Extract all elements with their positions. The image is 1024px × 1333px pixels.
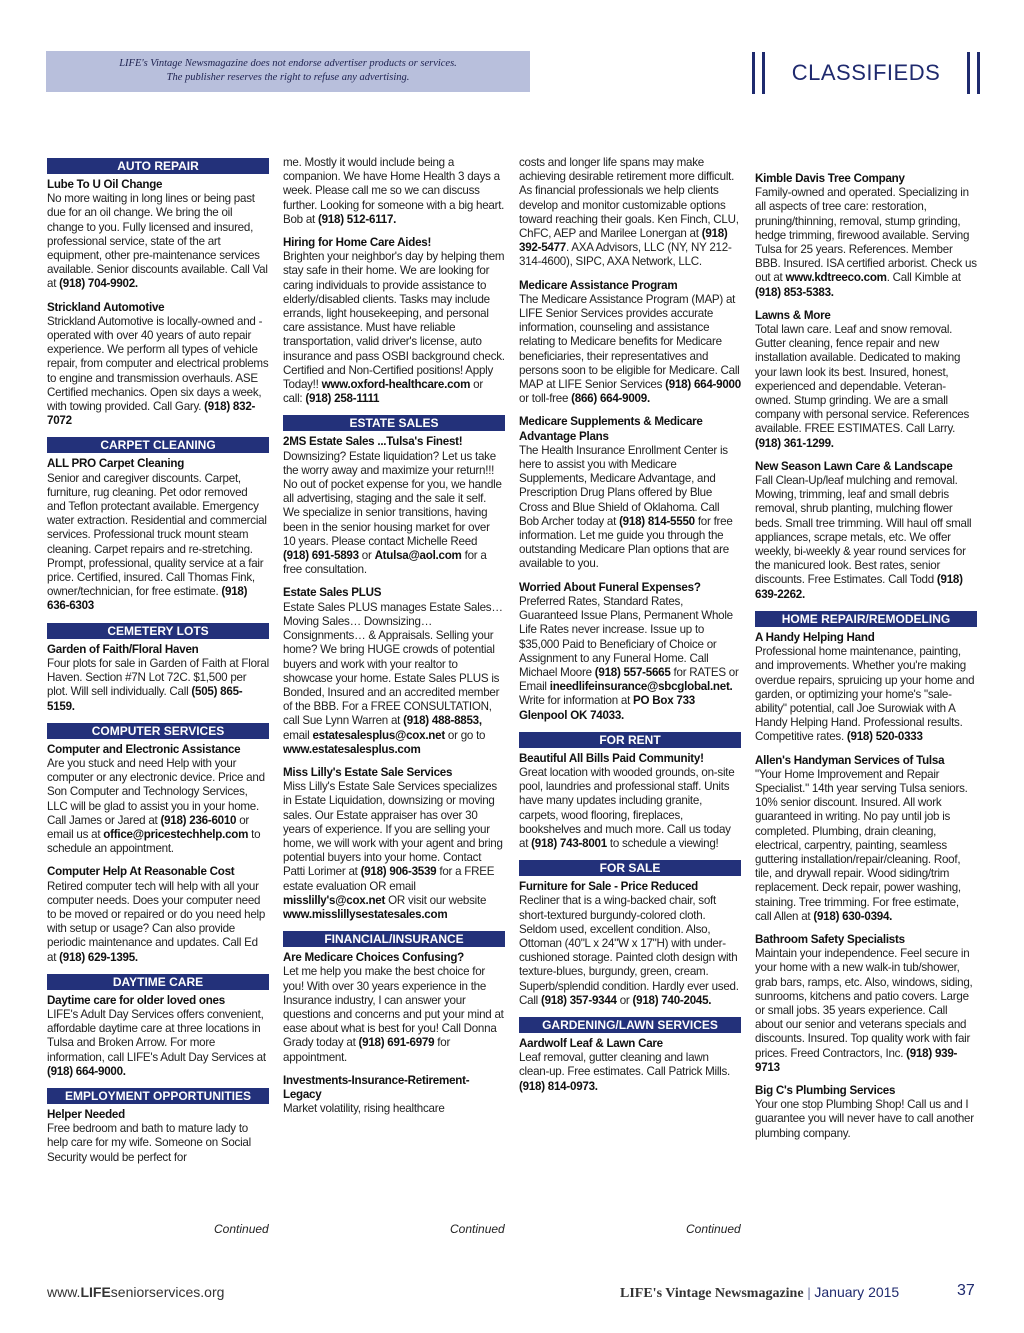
section-heading: AUTO REPAIR — [47, 158, 269, 174]
ad-title: New Season Lawn Care & Landscape — [755, 459, 953, 473]
section-title: CLASSIFIEDS — [791, 59, 941, 85]
classified-ad — [283, 435, 505, 577]
ad-body: OR visit our website — [385, 893, 487, 907]
ad-body: . AXA Advisors, LLC (NY, NY 212-314-4600), SIPC, AXA Network, LLC. — [519, 241, 732, 269]
ad-body: The Health Insurance Enrollment Center is here to assist you with Medicare Supplements, Medicare Advantage, and Prescription Drug Plans offered by Blue Cross and Blue Shield of Oklahoma. Call Bob Archer today at — [519, 443, 728, 528]
column-3 — [519, 156, 741, 1242]
classified-ad — [755, 460, 977, 602]
ad-body: for a free consultation. — [283, 549, 487, 577]
ad-title: Investments-Insurance-Retirement-Legacy — [283, 1073, 470, 1101]
ad-email-link[interactable]: ineedlifeinsurance@sbcglobal.net. — [549, 680, 733, 694]
ad-website-link[interactable]: www.estatesalesplus.com — [283, 742, 421, 756]
ad-website-link[interactable]: www.oxford-healthcare.com — [321, 378, 471, 392]
footer-url-prefix: www. — [47, 1284, 81, 1300]
ad-title: Medicare Assistance Program — [519, 278, 678, 292]
ad-phone: (918) 557-5665 — [594, 665, 671, 679]
classified-ad — [47, 457, 269, 613]
ad-phone: (918) 664-9000 — [665, 378, 741, 392]
disclaimer-line-2: The publisher reserves the right to refuse any advertising. — [166, 72, 410, 83]
ad-body: Miss Lilly's Estate Sale Services specializes in Estate Liquidation, downsizing or moving sales. Our Estate appraiser has over 30 years of experience. If you are selling your home, we will work with your agent and bring potential buyers into your home. Contact Patti Lorimer at — [283, 780, 503, 879]
ad-body: for appointment. — [283, 1036, 451, 1064]
ad-title: Furniture for Sale - Price Reduced — [519, 880, 698, 894]
section-heading: HOME REPAIR/REMODELING — [755, 611, 977, 627]
ad-body: Your one stop Plumbing Shop! Call us and I guarantee you will never have to call another plumbing company. — [755, 1098, 974, 1140]
ad-phone: (918) 357-9344 — [540, 993, 617, 1007]
ad-body: LIFE's Adult Day Services offers convenient, affordable daytime care at three locations in Tulsa and Broken Arrow. For more information, call LIFE's Adult Day Services at — [47, 1007, 266, 1064]
ad-title: Computer Help At Reasonable Cost — [47, 865, 235, 879]
footer-publication — [620, 1284, 899, 1302]
classified-ad — [283, 766, 505, 922]
classified-ad — [755, 172, 977, 300]
classified-ad — [519, 581, 741, 723]
continued-label: Continued — [450, 1222, 505, 1236]
section-heading: EMPLOYMENT OPPORTUNITIES — [47, 1088, 269, 1104]
ad-phone: (918) 853-5383. — [755, 285, 834, 299]
ad-body: Brighten your neighbor's day by helping them stay safe in their home. We are looking for caring individuals to provide assistance to elderly/disabled clients. Tasks may include errands, light housekeeping, and personal care assistance. Must have reliable transportation, valid driver's license, auto insurance and pass OSBI background check. Certified and Non-Certified positions! Apply Today!! — [283, 250, 505, 392]
divider-bar — [977, 52, 980, 94]
ad-body: for RATES or Email — [519, 665, 739, 694]
ad-body: Family-owned and operated. Specializing in all aspects of tree care: restoration, pruning/thinning, removal, stump grinding, hedge trimming, firewood available. Serving Tulsa for 25 years. References. Member BBB. Insured. ISA certified arborist. Check us out at — [755, 186, 977, 285]
ad-title: Beautiful All Bills Paid Community! — [519, 751, 704, 765]
classified-ad — [47, 643, 269, 714]
classified-ad — [47, 865, 269, 964]
ad-title: Worried About Funeral Expenses? — [519, 580, 701, 594]
footer-url-suffix: seniorservices.org — [110, 1284, 225, 1300]
ad-body: Fall Clean-Up/leaf mulching and removal. Mowing, trimming, leaf and small debris removal, shrub planting, mulching flower beds. Small tree trimming. Will haul off small appliances, scrape metals, etc. We offer weekly, bi-weekly & year round services for the manicured look. Best rates, senior discounts. Free Estimates. Call Todd — [755, 474, 972, 587]
ad-body: me. Mostly it would include being a companion. We have Home Health 3 days a week. Please call me so we can discuss further. Looking for someone with a big heart. Bob at — [283, 156, 505, 226]
ad-title: Medicare Supplements & Medicare Advantage Plans — [519, 415, 703, 443]
ad-title: Bathroom Safety Specialists — [755, 932, 905, 946]
ad-title: Big C's Plumbing Services — [755, 1083, 896, 1097]
ad-title: Aardwolf Leaf & Lawn Care — [519, 1036, 663, 1050]
ad-phone: (918) 520-0333 — [846, 730, 923, 744]
ad-phone: (918) 361-1299. — [755, 436, 834, 450]
ad-body: to schedule a viewing! — [606, 836, 719, 850]
ad-phone: (918) 664-9000. — [47, 1064, 126, 1078]
footer-issue-date: January 2015 — [814, 1284, 900, 1300]
ad-phone: (866) 664-9009. — [571, 392, 650, 406]
ad-phone: (918) 814-5550 — [619, 514, 695, 528]
divider-bar — [752, 52, 755, 94]
ad-phone: (918) 236-6010 — [160, 813, 237, 827]
ad-body: Write for information at — [519, 694, 634, 708]
section-heading: CEMETERY LOTS — [47, 623, 269, 639]
section-heading: FINANCIAL/INSURANCE — [283, 931, 505, 947]
ad-body: Four plots for sale in Garden of Faith at Floral Haven. Section #7N Lot 72C. $1,500 per plot. Will sell individually. Call — [47, 656, 269, 699]
ad-body: Preferred Rates, Standard Rates, Guaranteed Issue Plans, Permanent Whole Life Rates never increase. Issue up to $35,000 Paid to Beneficiary of Choice or Assignment to any Funeral Home. Call Michael Moore — [519, 594, 733, 679]
classified-ad — [755, 933, 977, 1075]
disclaimer-line-1: LIFE's Vintage Newsmagazine does not endorse advertiser products or services. — [119, 58, 457, 69]
ad-body: or — [358, 549, 375, 563]
ad-body: or call: — [283, 378, 483, 406]
ad-body: or — [616, 993, 633, 1007]
ad-body: Recliner that is a wing-backed chair, soft short-textured burgundy-colored cloth. Seldom used, excellent condition. Also, Ottoman (40"L x 24"W x 17"H) with under-cushioned storage. Painted cloth design with texture-blues, burgundy, green, cream. Superb/splendid condition. Hardly ever used. Call — [519, 894, 739, 1007]
ad-website-link[interactable]: www.misslillysestatesales.com — [283, 907, 448, 921]
footer-website[interactable] — [47, 1284, 224, 1300]
ad-body: for a FREE estate evaluation OR email — [283, 865, 495, 893]
section-heading: FOR SALE — [519, 860, 741, 876]
ad-phone: (918) 392-5477 — [519, 227, 728, 255]
ad-title: Daytime care for older loved ones — [47, 993, 225, 1007]
classified-ad — [519, 415, 741, 571]
ad-phone: (918) 704-9902. — [59, 277, 138, 291]
continued-label: Continued — [214, 1222, 269, 1236]
ad-title: 2MS Estate Sales ...Tulsa's Finest! — [283, 435, 463, 449]
ad-body: Retired computer tech will help with all your computer needs. Does your computer need to be moved or repaired or do you need help with setup or usage? Can also provide periodic maintenance and updates. Call Ed at — [47, 879, 266, 964]
ad-phone: (918) 639-2262. — [755, 573, 963, 601]
classified-ad — [283, 951, 505, 1065]
ad-phone: (918) 636-6303 — [47, 585, 248, 613]
ad-body: Leaf removal, gutter cleaning and lawn clean-up. Free estimates. Call Patrick Mills. — [519, 1051, 731, 1079]
ad-phone: (918) 832-7072 — [47, 400, 256, 428]
classified-ad — [519, 880, 741, 1008]
ad-title: Lawns & More — [755, 308, 831, 322]
section-heading: CARPET CLEANING — [47, 437, 269, 453]
disclaimer-banner — [46, 51, 530, 92]
ad-phone: (918) 740-2045. — [632, 993, 712, 1007]
footer-url-bold: LIFE — [80, 1284, 111, 1300]
classified-ad — [519, 156, 741, 270]
ad-body: Great location with wooded grounds, on-site pool, laundries and professional staff. Units have many updates including granite, carpets, wood flooring, fireplaces, bookshelves and much more. Call us today at — [519, 765, 735, 850]
ad-phone: (918) 814-0973. — [519, 1079, 598, 1093]
classified-ad — [755, 309, 977, 451]
classified-ad — [755, 754, 977, 924]
ad-phone: (918) 743-8001 — [531, 836, 607, 850]
ad-phone: (918) 629-1395. — [59, 950, 138, 964]
ad-title: Strickland Automotive — [47, 300, 165, 314]
section-heading: ESTATE SALES — [283, 415, 505, 431]
classified-ad — [47, 301, 269, 429]
ad-body: Are you stuck and need Help with your computer or any electronic device. Price and Son Computer and Technology Services, LLC will be glad to assist you in your home. Call James or Jared at — [47, 756, 265, 827]
classified-ad — [519, 1037, 741, 1094]
section-heading: DAYTIME CARE — [47, 974, 269, 990]
ad-title: A Handy Helping Hand — [755, 630, 875, 644]
ad-title: Allen's Handyman Services of Tulsa — [755, 753, 945, 767]
ad-title: Helper Needed — [47, 1107, 125, 1121]
column-1 — [47, 156, 269, 1242]
section-heading: COMPUTER SERVICES — [47, 723, 269, 739]
ad-body: . Call Kimble at — [886, 271, 961, 285]
ad-body: for free information. Let me guide you through the outstanding Medicare Plan options that are available to you. — [519, 514, 733, 571]
ad-body: Downsizing? Estate liquidation? Let us take the worry away and maximize your return!!! No out of pocket expense for you, we handle all advertising, staging and the sale it self. We specialize in senior transitions, having been in the senior housing market for over 10 years. Please contact Michelle Reed — [283, 449, 502, 548]
section-heading: GARDENING/LAWN SERVICES — [519, 1017, 741, 1033]
ad-phone: (918) 939-9713 — [755, 1046, 958, 1074]
ad-phone: (918) 488-8853, — [403, 714, 482, 728]
ad-title: Kimble Davis Tree Company — [755, 172, 905, 185]
classified-ad — [47, 994, 269, 1079]
section-header — [752, 50, 980, 95]
ad-phone: (505) 865-5159. — [47, 685, 243, 713]
ad-title: Are Medicare Choices Confusing? — [283, 951, 465, 965]
ad-body: costs and longer life spans may make achieving desirable retirement more difficult. As financial professionals we help clients develop and monitor customizable options toward reaching their goals. Ken Finch, CLU, ChFC, AEP and Marilee Lonergan at — [519, 156, 739, 241]
column-4 — [755, 172, 977, 1258]
ad-body: or toll-free — [519, 392, 572, 406]
ad-title: Lube To U Oil Change — [47, 178, 163, 191]
ad-email-link[interactable]: estatesalesplus@cox.net — [312, 728, 445, 742]
ad-body: No more waiting in long lines or being past due for an oil change. We bring the oil change to you. Fully licensed and insured, professional service, state of the art equipment, other pre-maintenance services available. Senior discounts available. Call Val at — [47, 192, 268, 291]
ad-email-link[interactable]: misslilly's@cox.net — [283, 893, 386, 907]
classified-ad — [283, 236, 505, 406]
ad-title: Miss Lilly's Estate Sale Services — [283, 765, 453, 779]
continued-label: Continued — [686, 1222, 741, 1236]
classified-ad — [755, 631, 977, 745]
footer-separator: | — [807, 1286, 811, 1301]
ad-body: The Medicare Assistance Program (MAP) at LIFE Senior Services provides accurate information, counseling and assistance relating to Medicare benefits for Medicare beneficiaries, their representatives and persons soon to be eligible for Medicare. Call MAP at LIFE Senior Services — [519, 292, 740, 392]
classified-ad — [47, 743, 269, 857]
ad-body: Let me help you make the best choice for you! With over 30 years experience in the Insurance industry, I can answer your questions and concerns and put your mind at ease about what is best for you! Call Donna Grady today at — [283, 965, 504, 1050]
classified-ad — [47, 178, 269, 292]
ad-title: Computer and Electronic Assistance — [47, 742, 241, 756]
classified-ad — [47, 1108, 269, 1165]
divider-bar — [967, 52, 970, 94]
classified-ad — [283, 156, 505, 227]
ad-body: email — [283, 728, 313, 742]
ad-body: Professional home maintenance, painting, and improvements. Whether you're making overdue repairs, spruicing up your home and garden, or optimizing your home's "sale-ability" potential, call Joe Surowiak with A Handy Helping Hand. Professional results. Competitive rates. — [755, 645, 975, 744]
column-2 — [283, 156, 505, 1242]
ad-phone: (918) 906-3539 — [360, 865, 437, 879]
classified-ad — [519, 752, 741, 851]
page-number: 37 — [957, 1282, 975, 1299]
footer-magazine-name: LIFE's Vintage Newsmagazine — [620, 1286, 804, 1301]
classified-ad — [283, 1074, 505, 1117]
ad-body: Strickland Automotive is locally-owned and - operated with over 40 years of auto repair experience. We perform all types of vehicle repair, from computer and electrical problems to engine and transmission overhauls. ASE Certified mechanics. Open six days a week, with towing provided. Call Gary. — [47, 314, 269, 414]
ad-body: "Your Home Improvement and Repair Specialist." 14th year serving Tulsa seniors. 10% senior discount. Insured. All work guaranteed in writing. No pay until job is completed. Plumbing, drain cleaning, electrical, carpentry, painting, seamless guttering installation/repair/cleaning. Roof, tile, and drywall repair. Wood siding/trim replacement. Deck repair, power washing, staining. Tree trimming. For free estimate, call Allen at — [755, 767, 968, 923]
section-heading: FOR RENT — [519, 732, 741, 748]
ad-title: Garden of Faith/Floral Haven — [47, 642, 199, 656]
ad-title: Hiring for Home Care Aides! — [283, 236, 432, 250]
ad-address: PO Box 733 Glenpool OK 74033. — [519, 694, 695, 722]
classified-ad — [283, 586, 505, 756]
ad-body: Total lawn care. Leaf and snow removal. Gutter cleaning, fence repair and new installation available. Dedicated to making your lawn look its best. Insured, honest, experienced and dependable. Veteran-owned. Stump grinding. We are a small company with personal service. References available. FREE ESTIMATES. Call Larry. — [755, 323, 969, 436]
ad-body: Free bedroom and bath to mature lady to help care for my wife. Someone on Social Security would be perfect for — [47, 1122, 251, 1164]
ad-title: Estate Sales PLUS — [283, 586, 382, 600]
ad-title: ALL PRO Carpet Cleaning — [47, 457, 185, 471]
ad-body: Maintain your independence. Feel secure in your home with a new walk-in tub/shower, grab bars, ramps, etc. Also, windows, siding, sunrooms, kitchens and patio covers. Large or small jobs. 35 years experience. Call about our senior and veterans specials and discounts. Insured. Top quality work with fair prices. Freed Contractors, Inc. — [755, 947, 973, 1060]
ad-email-link[interactable]: office@pricestechhelp.com — [103, 827, 249, 841]
ad-phone: (918) 691-5893 — [283, 549, 359, 563]
ad-phone: (918) 691-6979 — [358, 1036, 435, 1050]
classified-ad — [755, 1084, 977, 1141]
ad-phone: (918) 512-6117. — [318, 212, 397, 226]
ad-body: Senior and caregiver discounts. Carpet, furniture, rug cleaning. Pet odor removed and Teflon protectant available. Emergency water extraction. Residential and commercial services. Professional truck mount steam cleaning. Carpet repairs and re-stretching. Prompt, professional, quality service at a fair price. Certified, insured. Call Thomas Fink, owner/technician, for free estimate. — [47, 471, 267, 599]
ad-phone: (918) 258-1111 — [305, 392, 380, 406]
ad-body: Estate Sales PLUS manages Estate Sales… Moving Sales… Downsizing… Consignments… & Appraisals. Selling your home? We bring HUGE crowds of potential buyers and work with your realtor to showcase your home. Estate Sales PLUS is Bonded, Insured and an accredited member of the BBB. For a FREE CONSULTATION, call Sue Lynn Warren at — [283, 600, 503, 728]
ad-body: to schedule an appointment. — [47, 827, 261, 856]
ad-email-link[interactable]: Atulsa@aol.com — [374, 549, 462, 563]
ad-website-link[interactable]: www.kdtreeco.com — [785, 271, 887, 285]
ad-body: or go to — [444, 728, 486, 742]
ad-body: or email us at — [47, 813, 250, 841]
ad-phone: (918) 630-0394. — [813, 909, 893, 923]
classified-ad — [519, 279, 741, 407]
ad-body: Market volatility, rising healthcare — [283, 1102, 445, 1116]
